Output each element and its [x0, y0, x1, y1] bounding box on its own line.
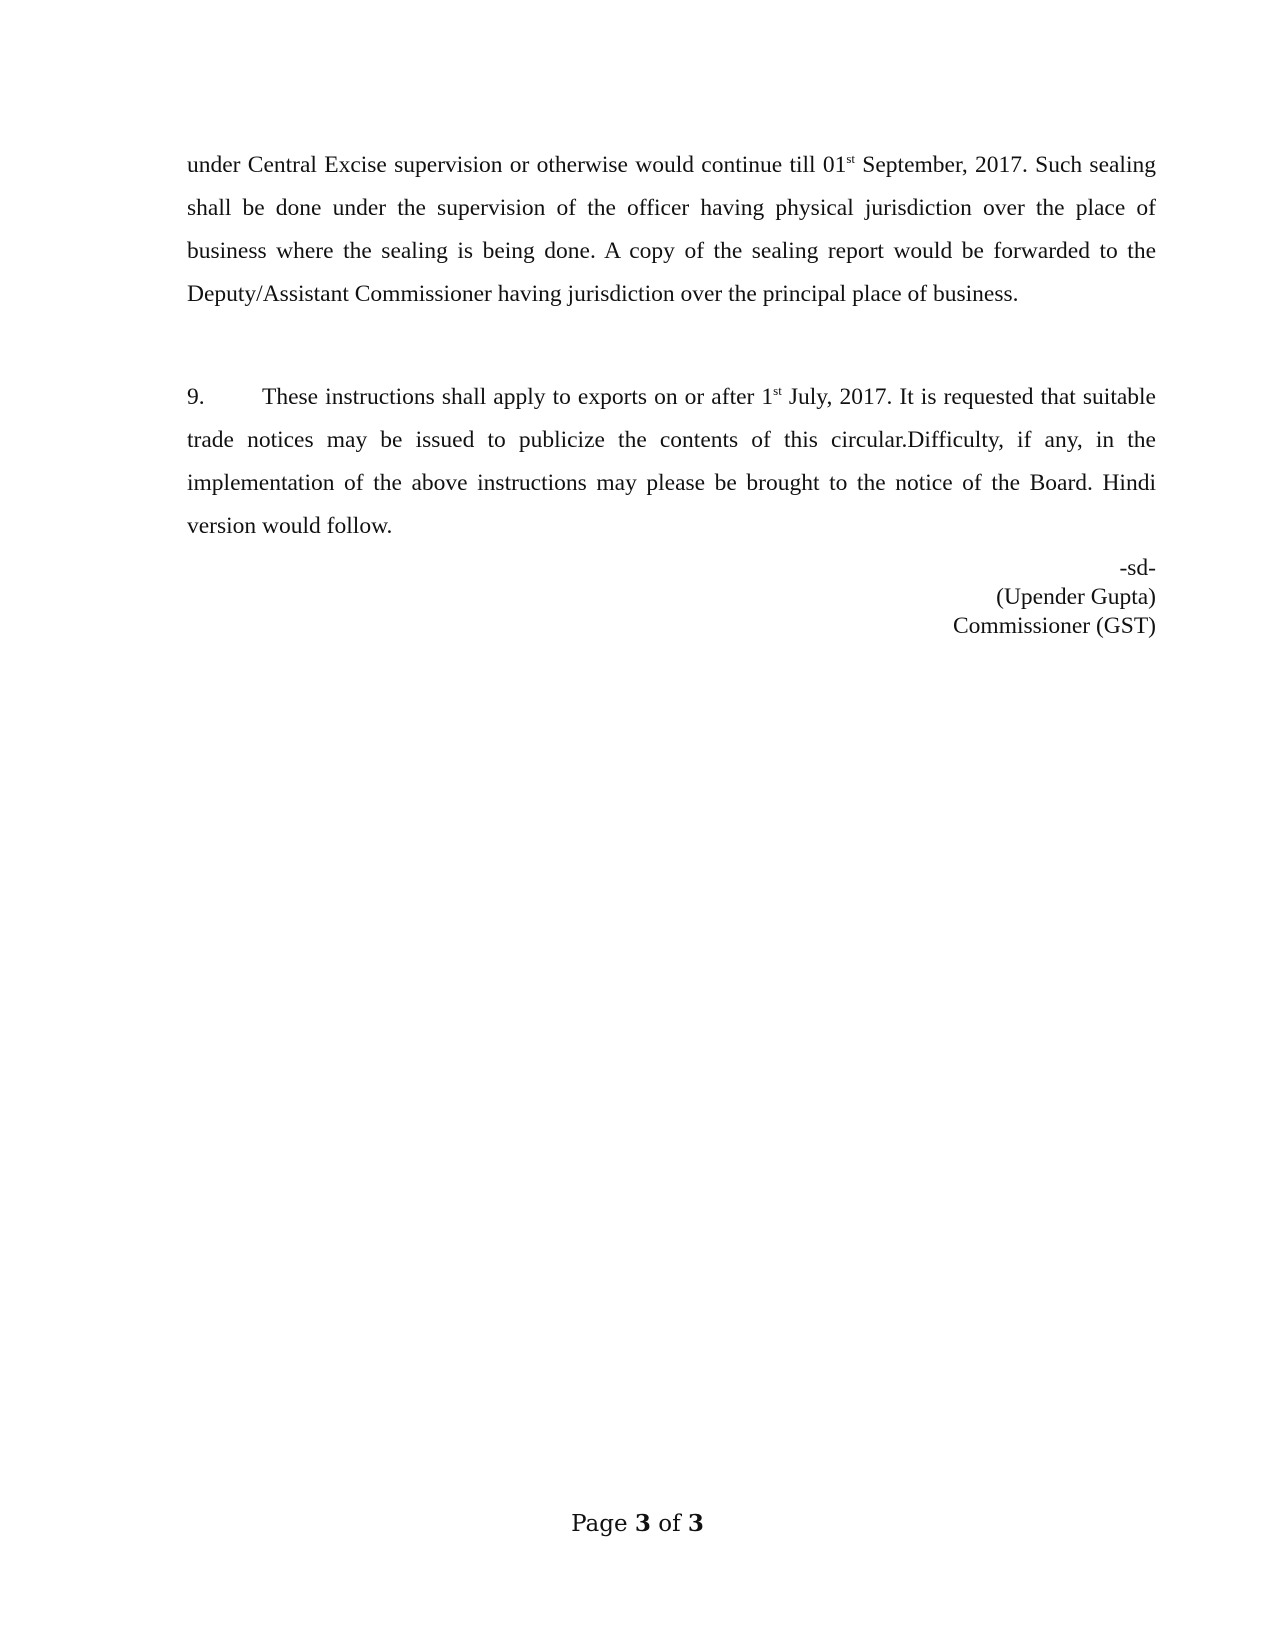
- paragraph-9-text-part-1: These instructions shall apply to exports on or after 1: [262, 384, 774, 410]
- paragraph-8-continued: [187, 144, 1156, 316]
- of-label: of: [658, 1511, 681, 1537]
- current-page-number: 3: [634, 1510, 651, 1537]
- total-page-count: 3: [687, 1510, 704, 1537]
- ordinal-suffix: st: [773, 383, 782, 398]
- signatory-designation: Commissioner (GST): [952, 613, 1156, 639]
- signature-mark: -sd-: [1119, 555, 1156, 581]
- ordinal-suffix: st: [846, 151, 856, 166]
- paragraph-number: 9.: [187, 384, 205, 410]
- paragraph-8-text-part-2: September, 2017. Such sealing shall be done under the supervision of the officer having physical jurisdiction over the place of business where the sealing is being done. A copy of the sealing report would be forwarded to the Deputy/Assistant Commissioner having jurisdiction over the principal place of business.: [187, 152, 1156, 307]
- page-footer: [0, 1509, 1275, 1539]
- paragraph-8-text-part-1: under Central Excise supervision or otherwise would continue till 01: [187, 152, 847, 178]
- signatory-name: (Upender Gupta): [996, 584, 1156, 610]
- paragraph-9: [187, 376, 1156, 548]
- signature-block: [953, 554, 1156, 641]
- page-label: Page: [571, 1511, 628, 1537]
- paragraph-9-text-part-2: July, 2017. It is requested that suitable trade notices may be issued to publicize the contents of this circular.Difficulty, if any, in the implementation of the above instructions may please be brought to the notice of the Board. Hindi version would follow.: [187, 384, 1156, 539]
